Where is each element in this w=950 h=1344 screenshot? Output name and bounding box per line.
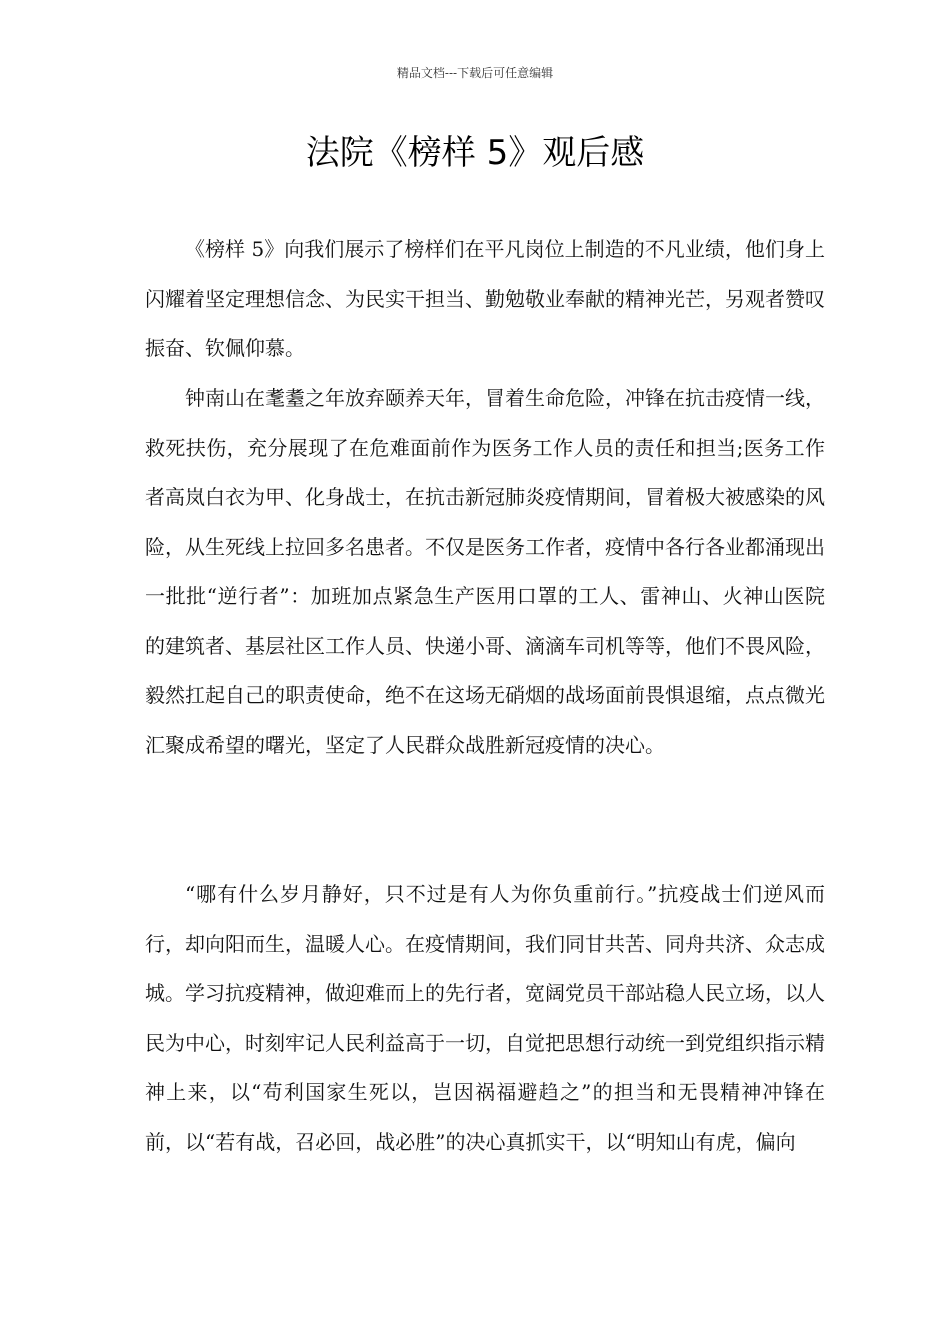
paragraph-text: “哪有什么岁月静好，只不过是有人为你负重前行。”抗疫战士们逆风而行，却向阳而生，温暖人心。在疫情期间，我们同甘共苦、同舟共济、众志成城。学习抗疫精神，做迎难而上的先行者，宽阔党员干部站稳人民立场，以人民为中心，时刻牢记人民利益高于一切，自觉把思想行动统一到党组织指示精神上来，以“苟利国家生死以，岂因祸福避趋之”的担当和无畏精神冲锋在前，以“若有战，召必回，战必胜”的决心真抓实干，以“明知山有虎，偏向 bbox=[145, 882, 825, 1154]
paragraph-text: 钟南山在耄耋之年放弃颐养天年，冒着生命危险，冲锋在抗击疫情一线，救死扶伤，充分展现了在危难面前作为医务工作人员的责任和担当;医务工作者高岚白衣为甲、化身战士，在抗击新冠肺炎疫情期间，冒着极大被感染的风险，从生死线上拉回多名患者。不仅是医务工作者，疫情中各行各业都涌现出一批批“逆行者”：加班加点紧急生产医用口罩的工人、雷神山、火神山医院的建筑者、基层社区工作人员、快递小哥、滴滴车司机等等，他们不畏风险，毅然扛起自己的职责使命，绝不在这场无硝烟的战场面前畏惧退缩，点点微光汇聚成希望的曙光，坚定了人民群众战胜新冠疫情的决心。 bbox=[145, 386, 825, 757]
paragraph-3 bbox=[145, 870, 825, 1167]
page-header-caption: 精品文档---下载后可任意编辑 bbox=[396, 66, 554, 80]
paragraph-1 bbox=[145, 225, 825, 374]
paragraph-text: 《榜样 5》向我们展示了榜样们在平凡岗位上制造的不凡业绩，他们身上闪耀着坚定理想信念、为民实干担当、勤勉敬业奉献的精神光芒，另观者赞叹振奋、钦佩仰慕。 bbox=[145, 237, 825, 360]
paragraph-2 bbox=[145, 374, 825, 770]
document-title: 法院《榜样 5》观后感 bbox=[305, 133, 645, 173]
